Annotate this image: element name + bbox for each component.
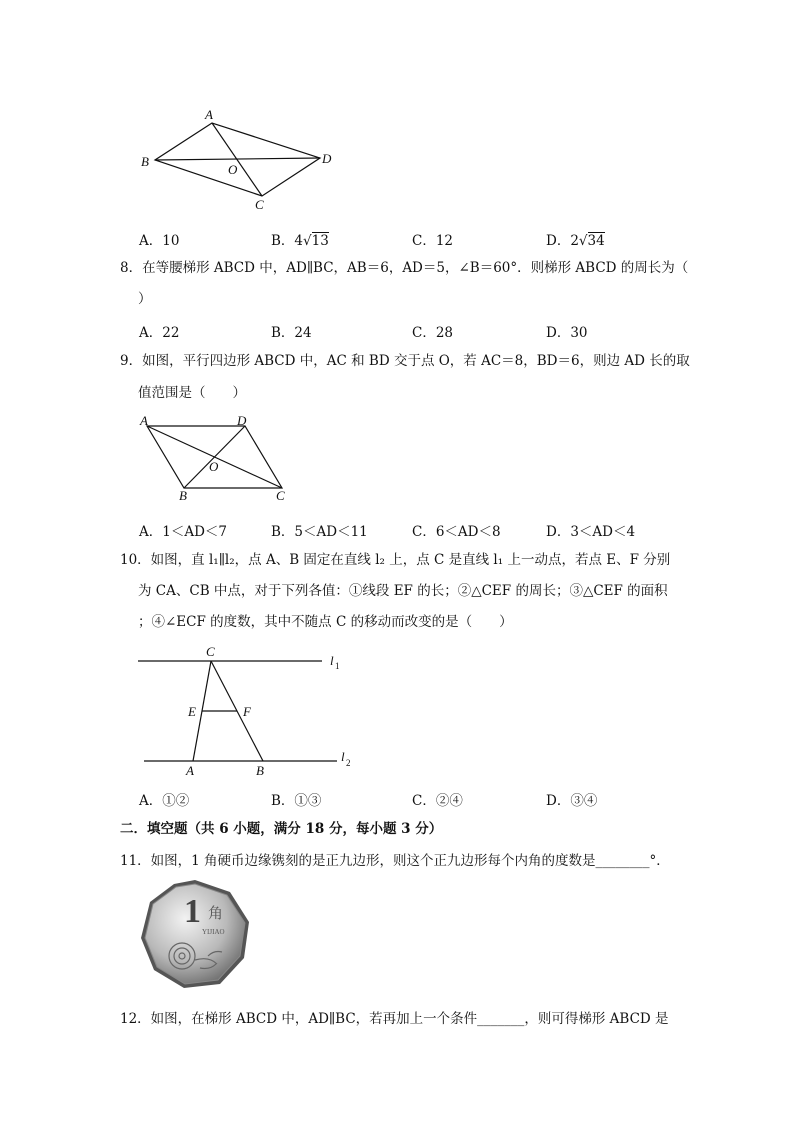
fig7-label-c: C: [255, 197, 264, 212]
q9-stem-line2: 值范围是（ ）: [138, 385, 246, 401]
fig10-label-c: C: [206, 644, 215, 659]
q8-stem-line1: 8．在等腰梯形 ABCD 中，AD∥BC，AB＝6，AD＝5，∠B＝60°．则梯形 ABCD 的周长为（: [120, 260, 689, 276]
q9-option-a: A．1＜AD＜7: [139, 524, 228, 540]
fig10-label-l2: l: [341, 749, 345, 764]
q8-option-c: C．28: [412, 325, 454, 341]
q7-option-b-radicand: 13: [311, 233, 329, 249]
q8-option-a: A．22: [139, 325, 180, 341]
coin-numeral: 1: [184, 893, 201, 930]
q10-option-c: C．②④: [412, 793, 463, 809]
q10-stem-line2: 为 CA、CB 中点，对于下列各值：①线段 EF 的长；②△CEF 的周长；③△CEF 的面积: [138, 583, 668, 599]
q7-option-d-radicand: 34: [587, 233, 605, 249]
fig10-label-l1-sub: 1: [335, 661, 340, 671]
q8-option-d: D．30: [546, 325, 588, 341]
q11-stem: 11．如图，1 角硬币边缘镌刻的是正九边形，则这个正九边形每个内角的度数是________°．: [120, 853, 670, 869]
fig7-label-b: B: [141, 154, 149, 169]
fig10-label-f: F: [243, 704, 251, 719]
fig7-label-a: A: [205, 107, 213, 122]
q7-option-d-prefix: D．2: [546, 233, 579, 249]
q8-option-b: B．24: [271, 325, 312, 341]
q8-stem-line2: ）: [138, 291, 152, 307]
fig7-label-o: O: [228, 162, 238, 177]
fig9-label-o: O: [209, 459, 219, 474]
coin-image: [138, 878, 252, 992]
q9-option-b: B．5＜AD＜11: [271, 524, 368, 540]
q10-option-b: B．①③: [271, 793, 322, 809]
q10-option-a: A．①②: [139, 793, 190, 809]
fig10-label-l2-sub: 2: [346, 758, 351, 768]
coin-word: 角: [208, 906, 224, 922]
q7-option-a: A．10: [139, 233, 180, 249]
fig10-label-b: B: [256, 763, 264, 778]
fig9-label-b: B: [179, 488, 187, 503]
q10-stem-line3: ；④∠ECF 的度数，其中不随点 C 的移动而改变的是（ ）: [138, 614, 513, 630]
sqrt-symbol-icon: √: [578, 233, 588, 249]
q7-option-b-prefix: B．4: [271, 233, 304, 249]
q9-stem-line1: 9．如图，平行四边形 ABCD 中，AC 和 BD 交于点 O，若 AC＝8，BD＝6，则边 AD 长的取: [120, 353, 690, 369]
fig10-label-l1: l: [330, 653, 334, 668]
fig10-label-e: E: [188, 704, 196, 719]
q9-option-c: C．6＜AD＜8: [412, 524, 501, 540]
q10-stem-line1: 10．如图，直 l₁∥l₂，点 A、B 固定在直线 l₂ 上，点 C 是直线 l₁ 上一动点，若点 E、F 分别: [120, 552, 671, 568]
fig9-label-a: A: [140, 413, 148, 428]
fig9-label-d: D: [237, 413, 247, 428]
sqrt-symbol-icon: √: [303, 233, 312, 249]
q12-stem: 12．如图，在梯形 ABCD 中，AD∥BC，若再加上一个条件_______，则可得梯形 ABCD 是: [120, 1011, 669, 1027]
section-title-fill-in: 二．填空题（共 6 小题，满分 18 分，每小题 3 分）: [120, 821, 443, 837]
coin-pinyin: YIJIAO: [202, 928, 225, 936]
fig10-label-a: A: [186, 763, 194, 778]
q10-option-d: D．③④: [546, 793, 598, 809]
fig9-label-c: C: [276, 488, 285, 503]
fig7-label-d: D: [322, 151, 332, 166]
q7-option-c: C．12: [412, 233, 454, 249]
q9-option-d: D．3＜AD＜4: [546, 524, 636, 540]
